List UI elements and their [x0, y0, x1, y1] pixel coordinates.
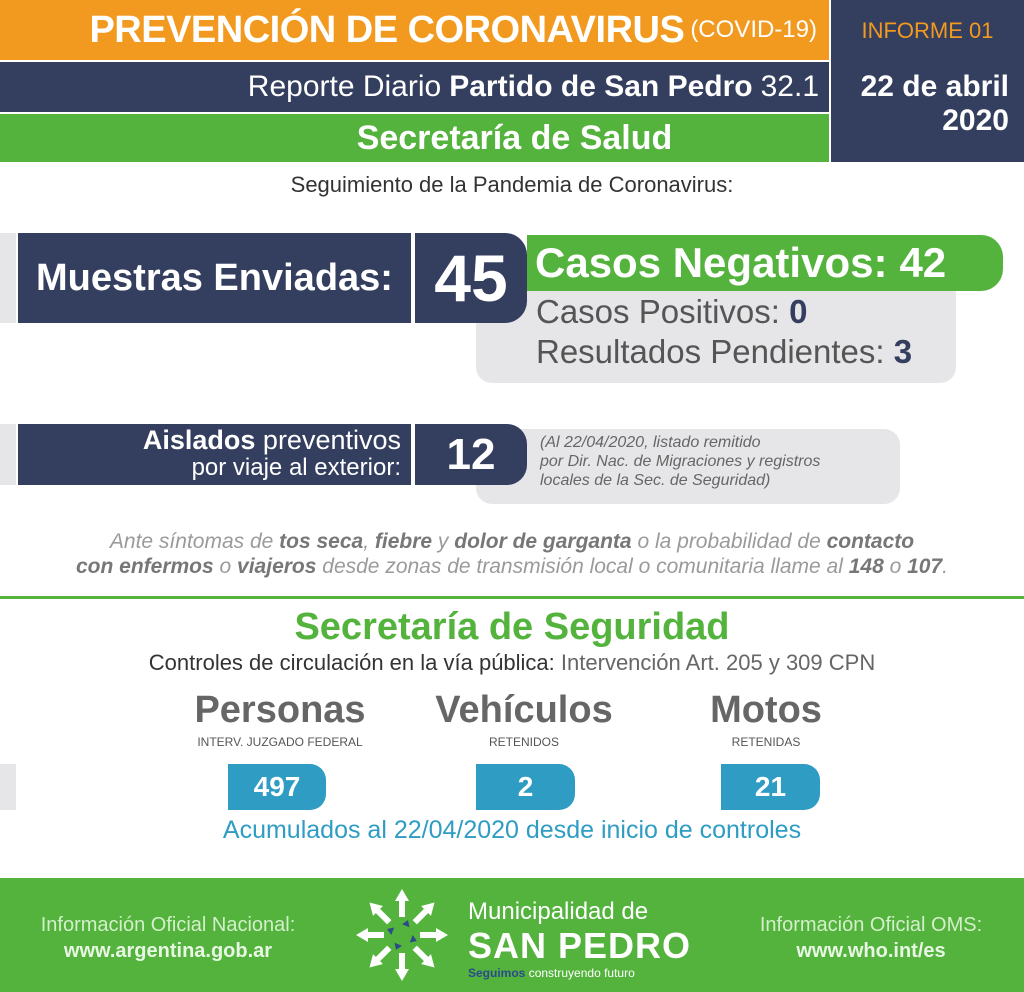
sintomas-advice — [20, 529, 1004, 579]
sintomas-text: o la probabilidad de — [631, 530, 827, 553]
pendientes-value: 3 — [893, 333, 913, 370]
vehiculos-title: Vehículos — [435, 689, 613, 731]
motos-subtitle: RETENIDAS — [731, 735, 801, 749]
municipality-name-line2: SAN PEDRO — [468, 925, 692, 966]
muestras-strip — [0, 233, 16, 323]
negativos-value: 42 — [899, 239, 947, 286]
controles-caption — [0, 650, 1024, 676]
footer-oms-link[interactable]: www.who.int/es — [796, 940, 946, 962]
report-suffix: 32.1 — [760, 70, 819, 103]
vehiculos-subtitle: RETENIDOS — [488, 735, 559, 749]
positivos-line — [536, 293, 807, 331]
sintomas-keyword: tos seca — [279, 530, 364, 553]
footer-nacional — [0, 912, 336, 964]
aislados-label-rest: preventivos — [262, 425, 401, 455]
motos-title: Motos — [710, 689, 822, 731]
secretaria-seguridad-title: Secretaría de Seguridad — [294, 606, 730, 648]
slogan-rest: construyendo futuro — [525, 966, 635, 980]
vehiculos-value: 2 — [476, 764, 575, 810]
sintomas-text: Ante síntomas de — [109, 530, 280, 553]
pendientes-label: Resultados Pendientes: — [536, 333, 885, 370]
sintomas-keyword: dolor de garganta — [454, 530, 632, 553]
aislados-strip — [0, 424, 16, 485]
aislados-label-line2: por viaje al exterior: — [191, 454, 401, 481]
muestras-label: Muestras Enviadas: — [18, 233, 411, 323]
header-subtitle: (COVID-19) — [690, 16, 817, 43]
aislados-value: 12 — [415, 424, 527, 485]
report-district: Partido de San Pedro — [449, 70, 753, 103]
footer-oms-label: Información Oficial OMS: — [759, 914, 983, 936]
sintomas-text: o — [213, 555, 238, 578]
aislados-note — [540, 433, 890, 490]
secretaria-salud-title: Secretaría de Salud — [356, 118, 673, 157]
footer-nacional-link[interactable]: www.argentina.gob.ar — [63, 940, 273, 962]
report-date-day: 22 de abril — [860, 70, 1009, 103]
sintomas-keyword: con enfermos — [75, 555, 214, 578]
report-prefix: Reporte Diario — [247, 70, 442, 103]
muestras-value: 45 — [415, 233, 527, 323]
footer-nacional-label: Información Oficial Nacional: — [40, 914, 296, 936]
sintomas-text: y — [432, 530, 455, 553]
header-title-bar — [0, 0, 829, 60]
controles-legal: Intervención Art. 205 y 309 CPN — [560, 650, 876, 675]
slogan-bold: Seguimos — [468, 966, 526, 980]
personas-value: 497 — [228, 764, 326, 810]
personas-subtitle: INTERV. JUZGADO FEDERAL — [197, 735, 363, 749]
sintomas-keyword: fiebre — [374, 530, 433, 553]
footer-oms — [726, 912, 1016, 964]
controles-main: Controles de circulación en la vía pública: — [148, 650, 555, 675]
sintomas-text: . — [942, 555, 949, 578]
aislados-label — [18, 424, 411, 485]
motos-value: 21 — [721, 764, 820, 810]
negativos-badge — [527, 235, 1003, 291]
positivos-label: Casos Positivos: — [536, 293, 780, 330]
negativos-label: Casos Negativos: — [535, 239, 888, 286]
sintomas-text: , — [363, 530, 375, 553]
sintomas-keyword: viajeros — [237, 555, 317, 578]
informe-number: INFORME 01 — [861, 18, 994, 43]
municipality-slogan — [468, 966, 635, 980]
aislados-label-bold: Aislados — [142, 425, 256, 455]
sintomas-keyword: contacto — [826, 530, 915, 553]
report-date — [831, 70, 1009, 138]
sintomas-phone: 107 — [907, 555, 943, 578]
seguimiento-caption: Seguimiento de la Pandemia de Coronavirus: — [290, 172, 734, 197]
report-date-panel — [831, 0, 1024, 162]
section-divider — [0, 596, 1024, 599]
report-bar — [0, 62, 829, 112]
aislados-note-line1: (Al 22/04/2020, listado remitido — [540, 434, 761, 451]
sintomas-phone: 148 — [848, 555, 884, 578]
report-date-year: 2020 — [942, 104, 1009, 137]
sintomas-text: desde zonas de transmisión local o comunitaria llame al — [316, 555, 849, 578]
acumulados-caption: Acumulados al 22/04/2020 desde inicio de controles — [222, 816, 802, 844]
controles-strip — [0, 764, 16, 810]
aislados-note-line3: locales de la Sec. de Seguridad) — [540, 472, 771, 489]
municipality-name-line1: Municipalidad de — [468, 898, 649, 925]
positivos-value: 0 — [789, 293, 808, 330]
secretaria-salud-bar — [0, 114, 829, 162]
personas-title: Personas — [194, 689, 366, 731]
header-title: PREVENCIÓN DE CORONAVIRUS — [89, 8, 685, 51]
aislados-note-line2: por Dir. Nac. de Migraciones y registros — [540, 453, 821, 470]
municipality-logo-icon — [352, 885, 452, 985]
pendientes-line — [536, 333, 912, 371]
sintomas-text: o — [883, 555, 908, 578]
